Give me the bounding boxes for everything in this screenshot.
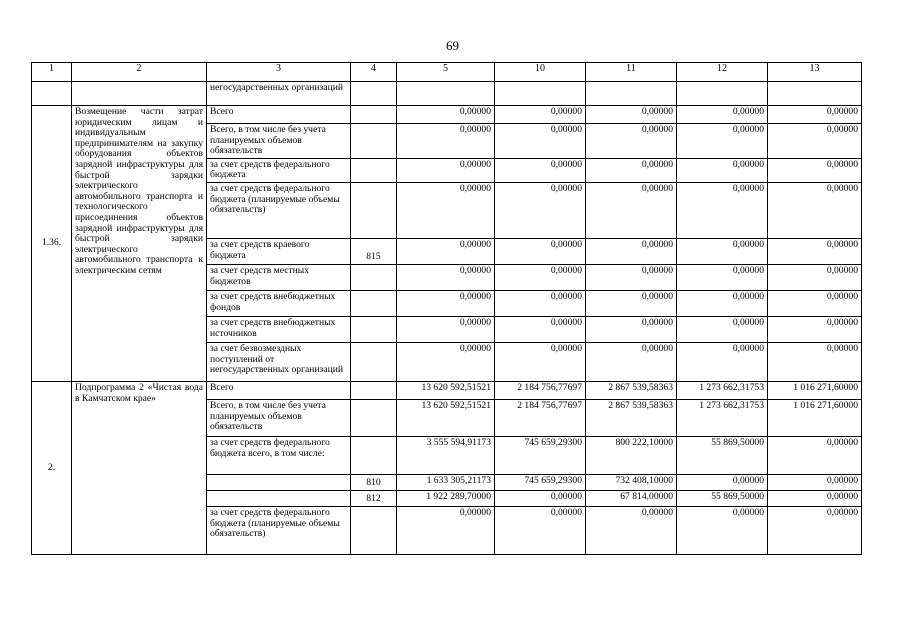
value-cell: 0,00000: [495, 506, 586, 554]
value-cell: 0,00000: [397, 158, 495, 182]
value-cell: 2 867 539,58363: [586, 399, 677, 436]
value-cell: 1 922 289,70000: [397, 490, 495, 506]
item-title-cell: Подпрограмма 2 «Чистая вода в Камчатском крае»: [72, 381, 207, 554]
code-cell: [351, 381, 397, 399]
value-cell: 0,00000: [677, 316, 768, 342]
value-cell: 0,00000: [586, 238, 677, 264]
value-cell: 0,00000: [495, 264, 586, 290]
row-number-cell: 1.36.: [32, 106, 72, 382]
header-cell: 10: [495, 63, 586, 82]
value-cell: [495, 82, 586, 106]
code-cell: [351, 182, 397, 238]
value-cell: 1 273 662,31753: [677, 399, 768, 436]
source-cell: за счет средств федерального бюджета всего, в том числе:: [207, 436, 351, 474]
value-cell: [586, 82, 677, 106]
value-cell: 745 659,29300: [495, 474, 586, 490]
code-cell: [351, 124, 397, 159]
source-cell: за счет средств федерального бюджета: [207, 158, 351, 182]
value-cell: 0,00000: [677, 264, 768, 290]
value-cell: 745 659,29300: [495, 436, 586, 474]
value-cell: 0,00000: [586, 264, 677, 290]
value-cell: 0,00000: [397, 290, 495, 316]
value-cell: [397, 82, 495, 106]
header-cell: 13: [768, 63, 862, 82]
value-cell: 0,00000: [397, 182, 495, 238]
value-cell: 1 273 662,31753: [677, 381, 768, 399]
page-number: 69: [446, 38, 459, 53]
value-cell: 0,00000: [768, 490, 862, 506]
value-cell: 0,00000: [586, 124, 677, 159]
value-cell: 0,00000: [768, 124, 862, 159]
code-cell: 812: [351, 490, 397, 506]
value-cell: 0,00000: [495, 238, 586, 264]
value-cell: 0,00000: [768, 290, 862, 316]
value-cell: 0,00000: [768, 106, 862, 124]
value-cell: 0,00000: [768, 474, 862, 490]
value-cell: 0,00000: [768, 316, 862, 342]
value-cell: 0,00000: [677, 290, 768, 316]
code-cell: [351, 290, 397, 316]
source-cell: за счет средств федерального бюджета (планируемые объемы обязательств): [207, 506, 351, 554]
value-cell: 732 408,10000: [586, 474, 677, 490]
value-cell: 800 222,10000: [586, 436, 677, 474]
value-cell: 0,00000: [495, 182, 586, 238]
value-cell: 13 620 592,51521: [397, 381, 495, 399]
source-cell: за счет средств федерального бюджета (планируемые объемы обязательств): [207, 182, 351, 238]
code-cell: [351, 264, 397, 290]
value-cell: 0,00000: [397, 506, 495, 554]
value-cell: 0,00000: [586, 158, 677, 182]
code-cell: [351, 342, 397, 381]
value-cell: 0,00000: [677, 182, 768, 238]
value-cell: 0,00000: [768, 238, 862, 264]
code-cell: [351, 316, 397, 342]
value-cell: 0,00000: [495, 158, 586, 182]
header-cell: 3: [207, 63, 351, 82]
value-cell: 0,00000: [495, 106, 586, 124]
value-cell: 67 814,00000: [586, 490, 677, 506]
value-cell: 0,00000: [397, 238, 495, 264]
value-cell: 1 633 305,21173: [397, 474, 495, 490]
source-cell: за счет средств краевого бюджета: [207, 238, 351, 264]
value-cell: 0,00000: [586, 106, 677, 124]
source-cell: Всего: [207, 106, 351, 124]
source-cell: Всего: [207, 381, 351, 399]
value-cell: 2 867 539,58363: [586, 381, 677, 399]
value-cell: 55 869,50000: [677, 436, 768, 474]
item-title-cell: [72, 82, 207, 106]
source-cell: за счет безвозмездных поступлений от негосударственных организаций: [207, 342, 351, 381]
code-cell: [351, 506, 397, 554]
value-cell: 0,00000: [586, 182, 677, 238]
code-cell: [351, 82, 397, 106]
code-cell: [351, 158, 397, 182]
code-cell: 815: [351, 238, 397, 264]
value-cell: [768, 82, 862, 106]
header-cell: 11: [586, 63, 677, 82]
value-cell: 2 184 756,77697: [495, 381, 586, 399]
value-cell: 1 016 271,60000: [768, 399, 862, 436]
value-cell: 0,00000: [677, 124, 768, 159]
value-cell: 0,00000: [397, 124, 495, 159]
code-cell: [351, 399, 397, 436]
header-cell: 4: [351, 63, 397, 82]
table-row: [32, 106, 862, 124]
header-cell: 2: [72, 63, 207, 82]
value-cell: 0,00000: [397, 342, 495, 381]
continuation-row: [32, 82, 862, 106]
source-cell: [207, 474, 351, 490]
value-cell: 0,00000: [495, 124, 586, 159]
value-cell: 3 555 594,91173: [397, 436, 495, 474]
row-number-cell: [32, 82, 72, 106]
value-cell: 0,00000: [768, 158, 862, 182]
value-cell: 0,00000: [677, 506, 768, 554]
value-cell: 0,00000: [677, 342, 768, 381]
value-cell: [677, 82, 768, 106]
value-cell: 0,00000: [586, 506, 677, 554]
value-cell: 0,00000: [677, 474, 768, 490]
row-number-cell: 2.: [32, 381, 72, 554]
value-cell: 0,00000: [495, 290, 586, 316]
source-cell: за счет средств внебюджетных источников: [207, 316, 351, 342]
value-cell: 0,00000: [768, 342, 862, 381]
source-cell: негосударственных организаций: [207, 82, 351, 106]
value-cell: 0,00000: [586, 342, 677, 381]
source-cell: Всего, в том числе без учета планируемых объемов обязательств: [207, 124, 351, 159]
value-cell: 0,00000: [768, 506, 862, 554]
value-cell: 0,00000: [495, 490, 586, 506]
code-cell: 810: [351, 474, 397, 490]
value-cell: 55 869,50000: [677, 490, 768, 506]
source-cell: Всего, в том числе без учета планируемых объемов обязательств: [207, 399, 351, 436]
value-cell: 0,00000: [677, 106, 768, 124]
value-cell: 0,00000: [586, 316, 677, 342]
source-cell: за счет средств внебюджетных фондов: [207, 290, 351, 316]
value-cell: 0,00000: [768, 182, 862, 238]
header-cell: 12: [677, 63, 768, 82]
header-row: [32, 63, 862, 82]
value-cell: 0,00000: [397, 106, 495, 124]
code-cell: [351, 106, 397, 124]
code-cell: [351, 436, 397, 474]
value-cell: 0,00000: [397, 316, 495, 342]
item-title-cell: Возмещение части затрат юридическим лицам и индивидуальным предпринимателям на закупку оборудования объектов зарядной инфраструктуры для быстрой зарядки электрического автомобильного транспорта и технологического присоединения объектов зарядной инфраструктуры для быстрой зарядки электрического автомобильного транспорта к электрическим сетям: [72, 106, 207, 382]
source-cell: [207, 490, 351, 506]
value-cell: 0,00000: [677, 238, 768, 264]
value-cell: 1 016 271,60000: [768, 381, 862, 399]
value-cell: 0,00000: [397, 264, 495, 290]
header-cell: 1: [32, 63, 72, 82]
value-cell: 0,00000: [495, 342, 586, 381]
budget-table: [31, 62, 862, 555]
value-cell: 13 620 592,51521: [397, 399, 495, 436]
source-cell: за счет средств местных бюджетов: [207, 264, 351, 290]
table-row: [32, 381, 862, 399]
value-cell: 0,00000: [768, 264, 862, 290]
value-cell: 2 184 756,77697: [495, 399, 586, 436]
value-cell: 0,00000: [586, 290, 677, 316]
header-cell: 5: [397, 63, 495, 82]
value-cell: 0,00000: [495, 316, 586, 342]
value-cell: 0,00000: [677, 158, 768, 182]
value-cell: 0,00000: [768, 436, 862, 474]
